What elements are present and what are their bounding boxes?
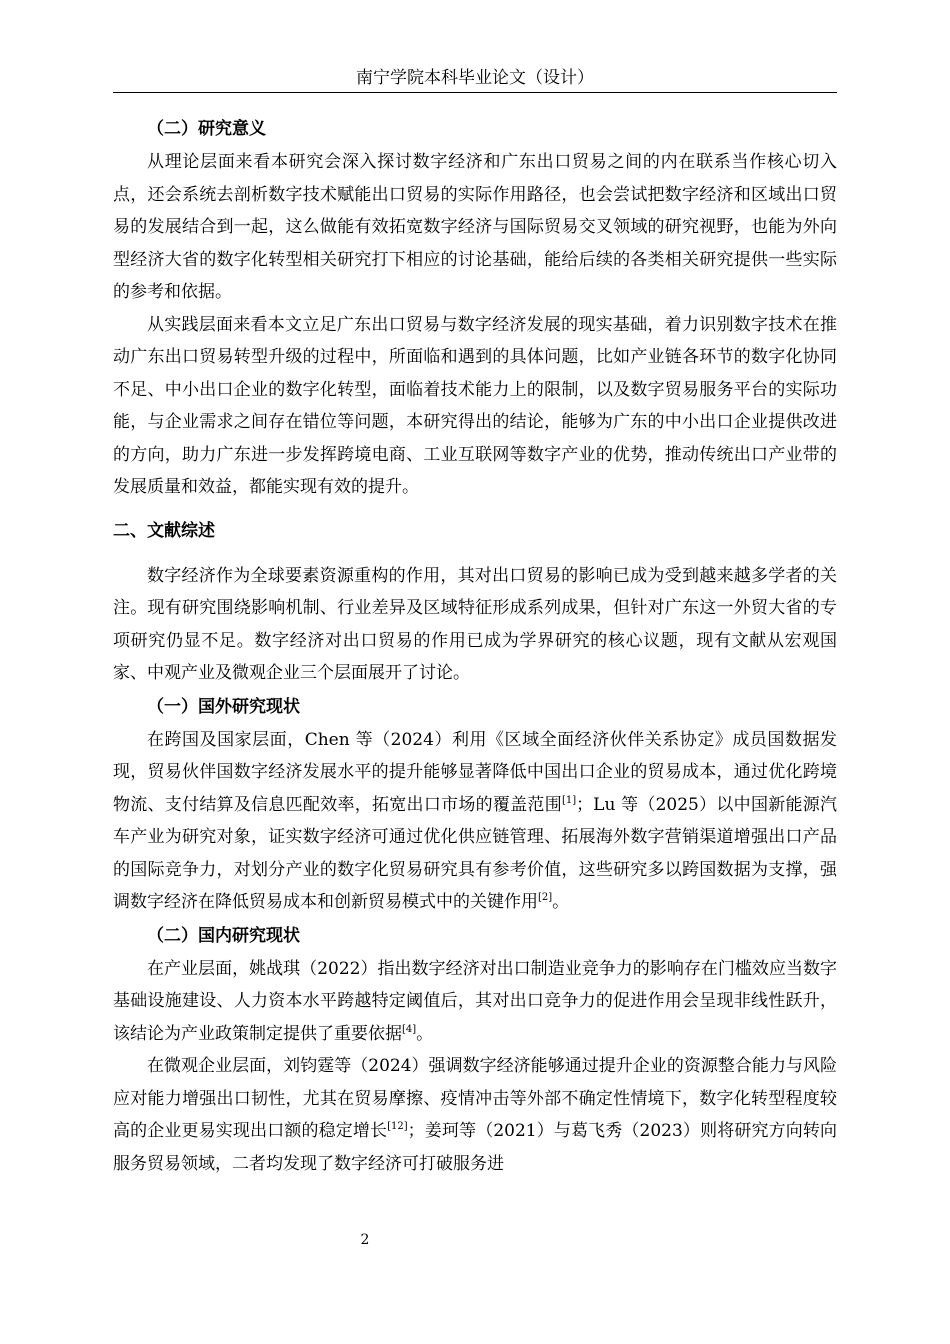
foreign-text-b: ；Lu 等（2025）以中国新能源汽车产业为研究对象，证实数字经济可通过优化供应链管理、拓展海外数字营销渠道增强出口产品的国际竞争力，对划分产业的数字化贸易研究具有参考价值，这些研究多以跨国数据为支撑，强调数字经济在降低贸易成本和创新贸易模式中的关键作用	[113, 794, 838, 912]
domestic-text-b: 。	[416, 1023, 434, 1044]
subsection-heading-domestic: （二）国内研究现状	[147, 925, 300, 946]
subsection-heading-significance: （二）研究意义	[147, 119, 266, 139]
foreign-text-a: 在跨国及国家层面，Chen 等（2024）利用《区域全面经济伙伴关系协定》成员国数据发现，贸易伙伴国数字经济发展水平的提升能够显著降低中国出口企业的贸易成本，通过优化跨境物流、支付结算及信息匹配效率，拓宽出口市场的覆盖范围	[113, 729, 837, 815]
page-header	[113, 64, 837, 93]
paragraph-domestic-firm	[113, 1050, 837, 1180]
header-title: 南宁学院本科毕业论文（设计）	[356, 68, 594, 88]
paragraph-theory: 从理论层面来看本研究会深入探讨数字经济和广东出口贸易之间的内在联系当作核心切入点，还会系统去剖析数字技术赋能出口贸易的实际作用路径，也会尝试把数字经济和区域出口贸易的发展结合到一起，这么做能有效拓宽数字经济与国际贸易交叉领域的研究视野，也能为外向型经济大省的数字化转型相关研究打下相应的讨论基础，能给后续的各类相关研究提供一些实际的参考和依据。	[113, 152, 837, 302]
citation-2: [2]	[538, 892, 553, 903]
subsection-heading-foreign: （一）国外研究现状	[147, 696, 300, 717]
citation-4: [4]	[402, 1023, 417, 1035]
page-body	[113, 112, 837, 1180]
citation-1: [1]	[561, 794, 577, 806]
paragraph-foreign-research	[113, 724, 837, 919]
page-number: 2	[360, 1232, 370, 1248]
domestic-firm-text-a: 在微观企业层面，刘钧霆等（2024）强调数字经济能够通过提升企业的资源整合能力与风险应对能力增强出口韧性，尤其在贸易摩擦、疫情冲击等外部不确定性情境下，数字化转型程度较高的企业更易实现出口额的稳定增长	[113, 1056, 837, 1141]
citation-12: [12]	[387, 1121, 408, 1132]
section-heading-literature-review: 二、文献综述	[113, 520, 215, 541]
domestic-text-a: 在产业层面，姚战琪（2022）指出数字经济对出口制造业竞争力的影响存在门槛效应当数字基础设施建设、人力资本水平跨越特定阈值后，其对出口竞争力的促进作用会呈现非线性跃升，该结论为产业政策制定提供了重要依据	[113, 958, 837, 1044]
paragraph-practice: 从实践层面来看本文立足广东出口贸易与数字经济发展的现实基础，着力识别数字技术在推动广东出口贸易转型升级的过程中，所面临和遇到的具体问题，比如产业链各环节的数字化协同不足、中小出口企业的数字化转型，面临着技术能力上的限制，以及数字贸易服务平台的实际功能，与企业需求之间存在错位等问题，本研究得出的结论，能够为广东的中小出口企业提供改进的方向，助力广东进一步发挥跨境电商、工业互联网等数字产业的优势，推动传统出口产业带的发展质量和效益，都能实现有效的提升。	[113, 314, 837, 497]
foreign-text-c: 。	[552, 892, 570, 912]
paragraph-review-intro: 数字经济作为全球要素资源重构的作用，其对出口贸易的影响已成为受到越来越多学者的关注。现有研究围绕影响机制、行业差异及区域特征形成系列成果，但针对广东这一外贸大省的专项研究仍显不足。数字经济对出口贸易的作用已成为学界研究的核心议题，现有文献从宏观国家、中观产业及微观企业三个层面展开了讨论。	[113, 565, 837, 683]
domestic-firm-text-b: ；姜珂等（2021）与葛飞秀（2023）则将研究方向转向服务贸易领域，二者均发现了数字经济可打破服务进	[113, 1121, 838, 1174]
paragraph-domestic-industry	[113, 953, 837, 1051]
page-footer	[0, 1232, 730, 1248]
